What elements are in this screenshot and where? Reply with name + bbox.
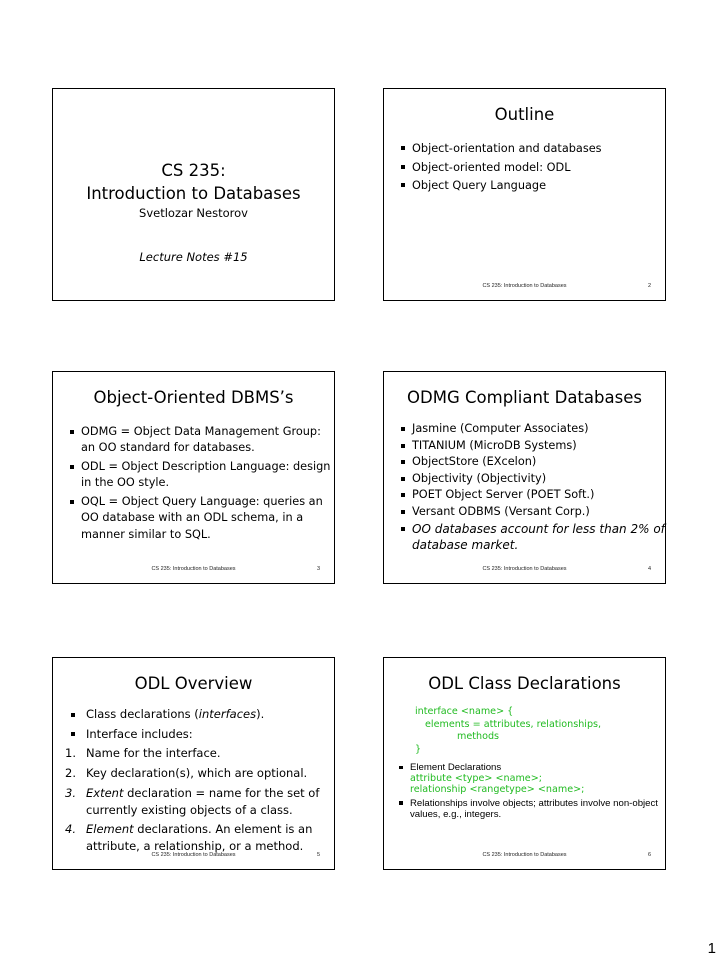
bullet-icon (70, 500, 74, 504)
item-number: 1. (65, 746, 76, 761)
list-item: OO databases account for less than 2% of database market. (400, 521, 667, 553)
slide-footer (384, 565, 665, 575)
list-item: ODL = Object Description Language: design in the OO style. (69, 459, 331, 492)
slide-title: ODMG Compliant Databases (407, 388, 642, 407)
slide-title: ODL Class Declarations (428, 674, 621, 693)
list-item: 4. Element declarations. An element is an attribute, a relationship, or a method. (65, 822, 313, 853)
slide-title: ODL Overview (134, 674, 253, 693)
footer-text: CS 235: Introduction to Databases (482, 852, 567, 858)
bullet-list (398, 762, 668, 822)
code-block (415, 706, 601, 756)
item-number: 3. (65, 785, 76, 800)
slide-3 (52, 371, 335, 584)
item-number: 2. (65, 766, 76, 781)
list-item: POET Object Server (POET Soft.) (400, 487, 667, 504)
slide-number: 4 (647, 566, 651, 572)
code-line: attribute <type> <name>; (410, 773, 542, 785)
item-number: 4. (65, 822, 76, 837)
slide-2 (383, 88, 666, 301)
overview-list (65, 706, 327, 858)
list-item: ODMG = Object Data Management Group: an OO standard for databases. (69, 424, 331, 457)
bullet-icon (401, 527, 405, 531)
bullet-list (400, 140, 602, 196)
bullet-icon (401, 460, 405, 464)
bullet-icon (401, 427, 405, 431)
bullet-icon (71, 713, 75, 717)
slide-number: 3 (316, 566, 320, 572)
list-item: 2. Key declaration(s), which are optional. (65, 766, 308, 781)
bullet-list (69, 424, 331, 546)
slide-5 (52, 657, 335, 870)
code-line: interface <name> { (415, 706, 514, 717)
footer-text: CS 235: Introduction to Databases (151, 566, 236, 572)
bullet-icon (401, 477, 405, 481)
bullet-icon (71, 732, 75, 736)
slide-footer (384, 282, 665, 292)
code-line: relationship <rangetype> <name>; (410, 784, 585, 796)
lecture-label: Lecture Notes #15 (139, 250, 248, 264)
slide-number: 5 (316, 852, 320, 858)
list-item: Object-orientation and databases (400, 140, 602, 159)
list-item: Relationships involve objects; attributes involve non-object values, e.g., integers. (398, 798, 668, 820)
bullet-icon (401, 146, 405, 150)
author: Svetlozar Nestorov (139, 206, 248, 220)
list-item: Class declarations (interfaces). (65, 706, 327, 723)
list-item: Versant ODBMS (Versant Corp.) (400, 504, 667, 521)
footer-text: CS 235: Introduction to Databases (482, 283, 567, 289)
slide-title: Object-Oriented DBMS’s (93, 388, 294, 407)
course-subtitle: Introduction to Databases (86, 184, 301, 203)
bullet-icon (399, 801, 403, 805)
bullet-icon (401, 444, 405, 448)
bullet-icon (70, 430, 74, 434)
bullet-icon (70, 465, 74, 469)
slide-4 (383, 371, 666, 584)
list-item: 1. Name for the interface. (65, 746, 221, 761)
slide-footer (384, 851, 665, 861)
list-item: 3. Extent declaration = name for the set of currently existing objects of a class. (65, 785, 320, 817)
code-line: methods (457, 731, 500, 743)
list-item: Objectivity (Objectivity) (400, 471, 667, 488)
bullet-icon (401, 493, 405, 497)
footer-text: CS 235: Introduction to Databases (482, 566, 567, 572)
page-number: 1 (707, 940, 716, 957)
list-item: OQL = Object Query Language: queries an OO database with an ODL schema, in a manner similar to SQL. (69, 494, 331, 543)
slide-6 (383, 657, 666, 870)
slide-1-title (53, 159, 334, 205)
bullet-icon (401, 165, 405, 169)
bullet-icon (401, 510, 405, 514)
list-item: Object Query Language (400, 177, 602, 196)
slide-title: Outline (494, 105, 555, 124)
list-item: Object-oriented model: ODL (400, 159, 602, 178)
slide-number: 2 (647, 283, 651, 289)
list-item: ObjectStore (EXcelon) (400, 454, 667, 471)
list-item: Interface includes: (65, 726, 327, 743)
list-item: Element Declarations attribute <type> <name>; relationship <rangetype> <name>; (398, 762, 668, 796)
code-line: elements = attributes, relationships, (425, 718, 602, 730)
slide-1 (52, 88, 335, 301)
bullet-icon (399, 766, 403, 770)
footer-text: CS 235: Introduction to Databases (151, 852, 236, 858)
course-name: CS 235: (161, 161, 226, 180)
code-line: } (415, 743, 422, 755)
slide-number: 6 (647, 852, 651, 858)
list-item: Jasmine (Computer Associates) (400, 421, 667, 438)
slide-footer (53, 565, 334, 575)
list-item: TITANIUM (MicroDB Systems) (400, 438, 667, 455)
slide-footer (53, 851, 334, 861)
bullet-icon (401, 183, 405, 187)
bullet-list (400, 421, 667, 553)
